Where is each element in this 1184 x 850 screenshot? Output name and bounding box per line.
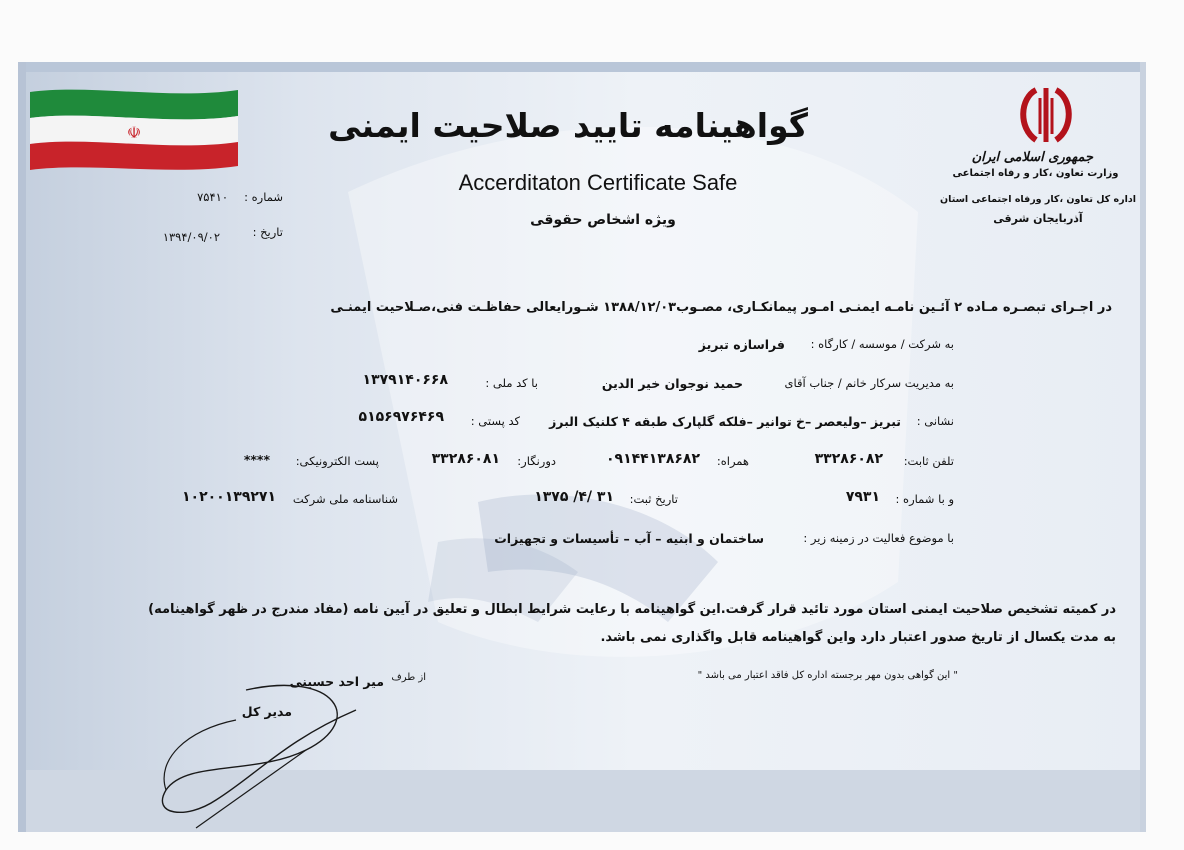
signer-title: مدیر کل [241, 704, 292, 719]
certificate [18, 62, 1146, 832]
activity-label: با موضوع فعالیت در زمینه زیر : [803, 531, 954, 545]
email-label: پست الکترونیکی: [295, 454, 379, 468]
validity-text-line-1: در کمیته تشخیص صلاحیت ایمنی استان مورد تائید قرار گرفت.این گواهینامه با رعایت شرایط ابطال و تعلیق در آیین نامه (مفاد مندرج در ظهر گواهینامه) [148, 602, 1116, 617]
company-label: به شرکت / موسسه / کارگاه : [810, 337, 954, 351]
validity-text-line-2: به مدت یکسال از تاریخ صدور اعتبار دارد واین گواهینامه قابل واگذاری نمی باشد. [600, 630, 1116, 645]
phone-label: تلفن ثابت: [903, 454, 954, 468]
company-national-id-value: ۱۰۲۰۰۱۳۹۲۷۱ [182, 489, 276, 505]
stamp-note: " این گواهی بدون مهر برجسته اداره کل فاقد اعتبار می باشد " [697, 670, 958, 681]
email-value: **** [243, 452, 270, 467]
certificate-title-en: Accerditaton Certificate Safe [458, 170, 738, 195]
certificate-subtitle: ویژه اشخاص حقوقی [530, 212, 676, 228]
company-value: فراسازه تبریز [698, 337, 785, 352]
date-value: ۱۳۹۴/۰۹/۰۲ [162, 230, 220, 244]
issuer-line-4: آذربایجان شرقی [993, 212, 1083, 225]
issuer-line-2: وزارت تعاون ،کار و رفاه اجتماعی [952, 168, 1119, 179]
number-label: شماره : [244, 190, 283, 204]
national-code-value: ۱۳۷۹۱۴۰۶۶۸ [362, 372, 448, 388]
iran-flag-icon [30, 86, 238, 172]
registration-number-label: و با شماره : [895, 492, 954, 506]
activity-value: ساختمان و ابنیه – آب – تأسیسات و تجهیزات [494, 531, 764, 546]
signature-mark [126, 680, 376, 832]
signature-from-label: از طرف [391, 672, 426, 683]
number-value: ۷۵۴۱۰ [197, 190, 228, 204]
manager-value: حمید نوجوان خیر الدین [601, 376, 743, 391]
signer-name: میر احد حسینی [289, 674, 384, 689]
company-national-id-label: شناسنامه ملی شرکت [292, 492, 398, 506]
registration-number-value: ۷۹۳۱ [845, 489, 880, 505]
registration-date-label: تاریخ ثبت: [629, 492, 678, 506]
issuer-line-3: اداره کل تعاون ،کار ورفاه اجتماعی استان [940, 194, 1136, 205]
address-label: نشانی : [916, 414, 954, 428]
postal-code-value: ۵۱۵۶۹۷۶۴۶۹ [358, 409, 444, 425]
manager-label: به مدیریت سرکار خانم / جناب آقای [784, 376, 954, 390]
issuer-line-1: جمهوری اسلامی ایران [971, 150, 1093, 165]
mobile-value: ۰۹۱۴۴۱۳۸۶۸۲ [606, 451, 700, 467]
svg-text:☫: ☫ [126, 123, 142, 142]
postal-code-label: کد پستی : [470, 414, 520, 428]
fax-label: دورنگار: [517, 454, 556, 468]
registration-date-value: ۱۳۷۵ /۴/ ۳۱ [534, 489, 614, 505]
intro-text: در اجـرای تبصـره مـاده ۲ آئـین نامـه ایمنـی امـور پیمانکـاری، مصـوب۱۳۸۸/۱۲/۰۳ شـورایعالی حفاظـت فنی،صـلاحیت ایمنـی [330, 300, 1112, 315]
address-value: تبریز –ولیعصر –خ توانیر –فلکه گلپارک طبقه ۴ کلنیک البرز [549, 414, 901, 429]
iran-emblem-icon [1014, 84, 1078, 146]
phone-value: ۳۳۲۸۶۰۸۲ [814, 451, 883, 467]
certificate-title-fa: گواهینامه تایید صلاحیت ایمنی [328, 106, 808, 145]
fax-value: ۳۳۲۸۶۰۸۱ [431, 451, 500, 467]
mobile-label: همراه: [716, 454, 749, 468]
national-code-label: با کد ملی : [485, 376, 538, 390]
date-label: تاریخ : [252, 225, 283, 239]
